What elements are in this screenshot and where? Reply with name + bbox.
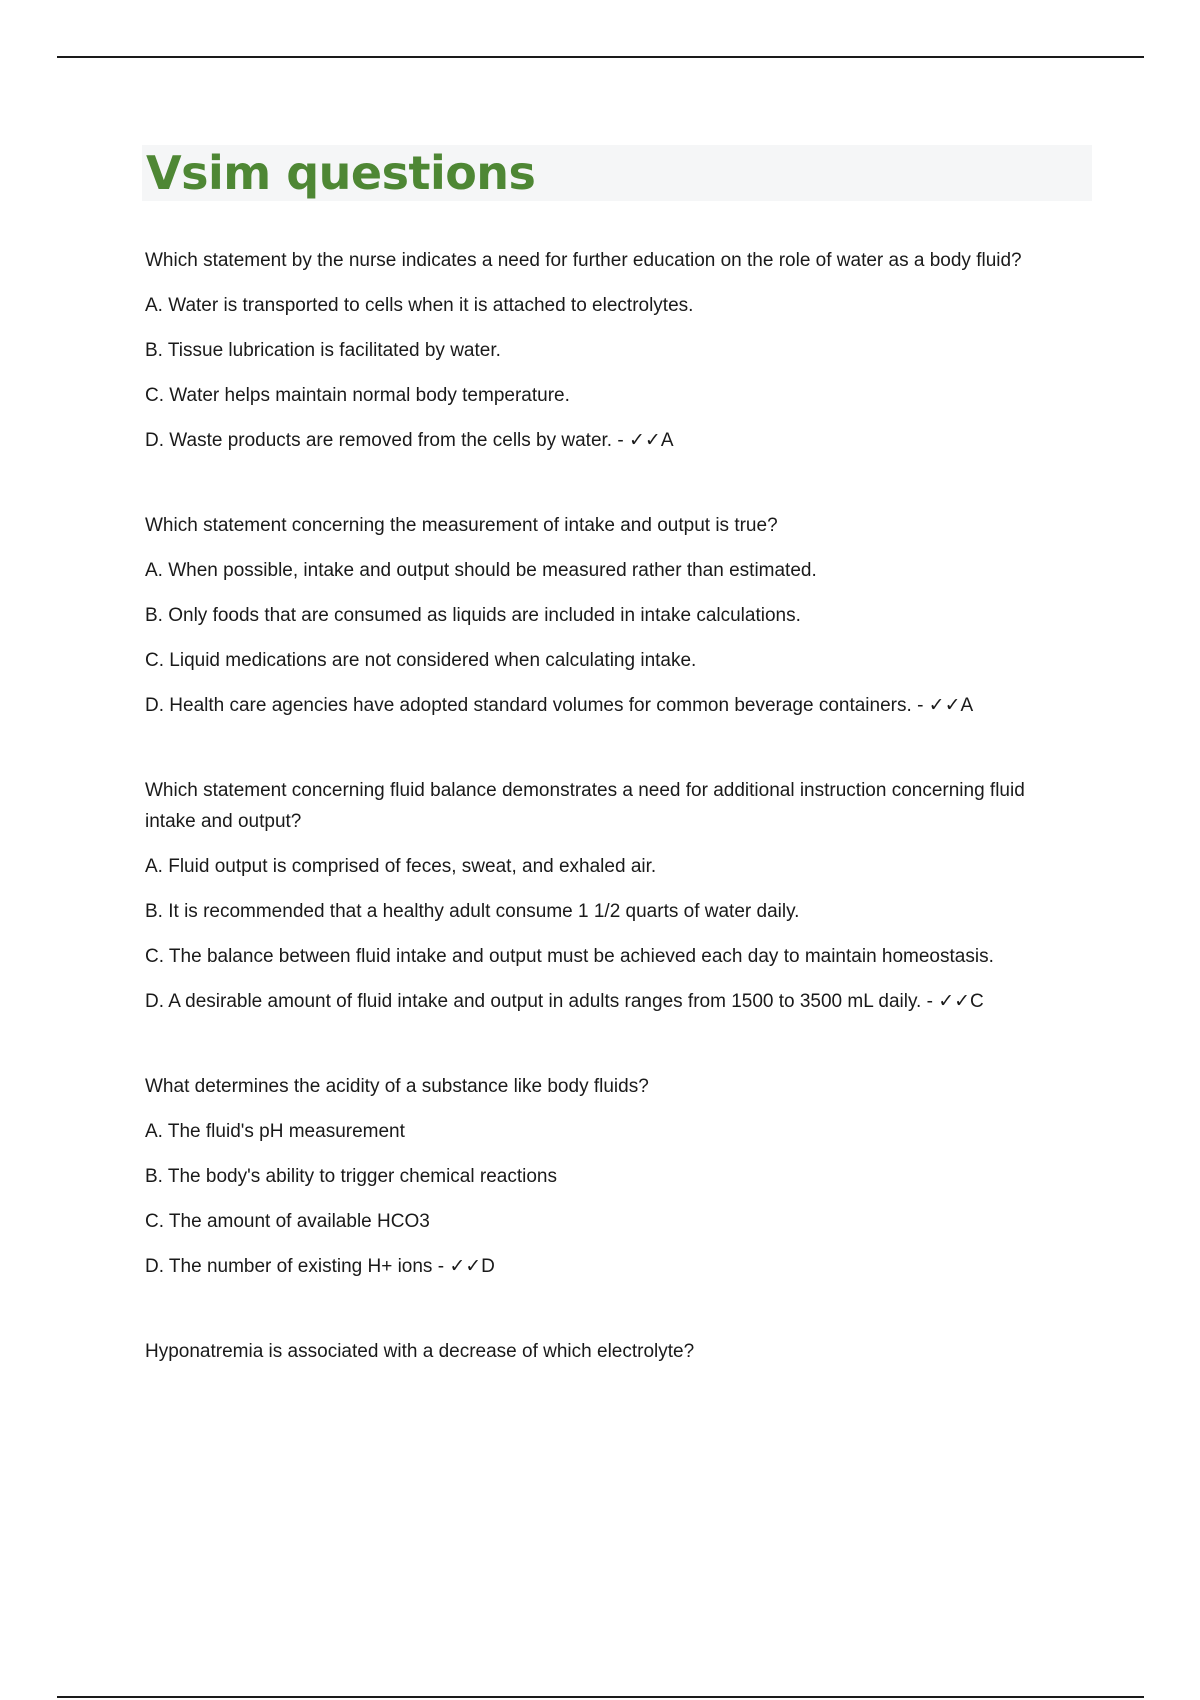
questions-list xyxy=(145,245,1065,1421)
option-d xyxy=(145,690,1065,721)
document-title: Vsim questions xyxy=(146,146,536,200)
option-c: C. Liquid medications are not considered when calculating intake. xyxy=(145,650,697,671)
question-block-3 xyxy=(145,775,1065,1017)
question-text: Which statement concerning fluid balance demonstrates a need for additional instruction concerning fluid intake and output? xyxy=(145,780,1025,832)
option-d-text: D. Waste products are removed from the cells by water. xyxy=(145,430,613,451)
option-c: C. The amount of available HCO3 xyxy=(145,1211,430,1232)
option-d xyxy=(145,1251,1065,1282)
footer-rule xyxy=(57,1696,1144,1698)
option-d-text: D. The number of existing H+ ions xyxy=(145,1256,433,1277)
answer-key: - ✓✓D xyxy=(437,1256,495,1277)
option-b: B. Tissue lubrication is facilitated by water. xyxy=(145,340,501,361)
question-block-2 xyxy=(145,510,1065,721)
option-c: C. Water helps maintain normal body temperature. xyxy=(145,385,570,406)
option-a: A. Fluid output is comprised of feces, sweat, and exhaled air. xyxy=(145,856,657,877)
question-text: What determines the acidity of a substance like body fluids? xyxy=(145,1076,649,1097)
option-c: C. The balance between fluid intake and output must be achieved each day to maintain homeostasis. xyxy=(145,946,994,967)
question-block-5 xyxy=(145,1336,1065,1367)
option-a: A. The fluid's pH measurement xyxy=(145,1121,405,1142)
question-text: Which statement by the nurse indicates a need for further education on the role of water as a body fluid? xyxy=(145,250,1022,271)
option-d xyxy=(145,986,1065,1017)
question-block-4 xyxy=(145,1071,1065,1282)
option-b: B. It is recommended that a healthy adult consume 1 1/2 quarts of water daily. xyxy=(145,901,800,922)
question-text: Which statement concerning the measurement of intake and output is true? xyxy=(145,515,778,536)
option-b: B. The body's ability to trigger chemical reactions xyxy=(145,1166,557,1187)
option-b: B. Only foods that are consumed as liquids are included in intake calculations. xyxy=(145,605,801,626)
question-block-1 xyxy=(145,245,1065,456)
question-text: Hyponatremia is associated with a decrease of which electrolyte? xyxy=(145,1341,695,1362)
option-d-text: D. A desirable amount of fluid intake and output in adults ranges from 1500 to 3500 mL daily. xyxy=(145,991,922,1012)
answer-key: - ✓✓C xyxy=(926,991,984,1012)
option-d-text: D. Health care agencies have adopted standard volumes for common beverage containers. xyxy=(145,695,912,716)
header-rule xyxy=(57,56,1144,58)
option-d xyxy=(145,425,1065,456)
option-a: A. When possible, intake and output should be measured rather than estimated. xyxy=(145,560,817,581)
answer-key: - ✓✓A xyxy=(917,695,974,716)
answer-key: - ✓✓A xyxy=(617,430,674,451)
option-a: A. Water is transported to cells when it is attached to electrolytes. xyxy=(145,295,694,316)
